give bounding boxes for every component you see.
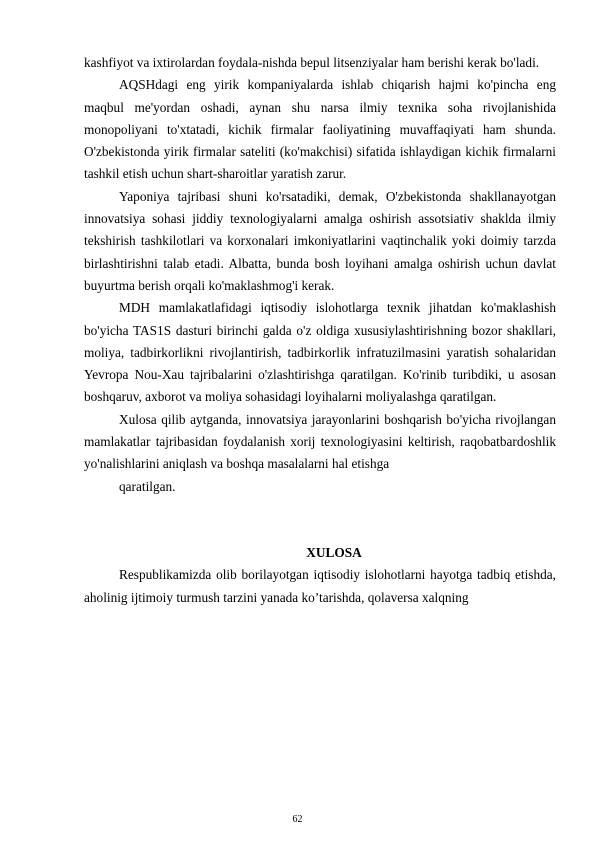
document-body — [84, 52, 556, 609]
paragraph-usa-companies: AQSHdagi eng yirik kompaniyalarda ishlab chiqarish hajmi ko'pincha eng maqbul me'yordan oshadi, aynan shu narsa ilmiy texnika soha rivojlanishida monopoliyani to'xtatadi, kichik firmalar faoliyatining muvaffaqiyati ham shunda. O'zbekistonda yirik firmalar sateliti (ko'makchisi) sifatida ishlaydigan kichik firmalarni tashkil etish uchun shart-sharoitlar yaratish zarur. — [84, 77, 556, 182]
paragraph-reforms: Respublikamizda olib borilayotgan iqtisodiy islohotlarni hayotga tadbiq etishda, aholinig ijtimoiy turmush tarzini yanada ko’tarishda, qolaversa xalqning — [84, 567, 556, 605]
page-number: 62 — [292, 814, 303, 825]
paragraph-continuation: kashfiyot va ixtirolardan foydala-nishda bepul litsenziyalar ham berishi kerak bo'ladi. — [84, 55, 540, 70]
section-spacer — [84, 498, 556, 542]
paragraph-japan-experience: Yaponiya tajribasi shuni ko'rsatadiki, demak, O'zbekistonda shakllanayotgan innovatsiya sohasi jiddiy texnologiyalarni amalga oshirish assotsiativ shaklda ilmiy tekshirish tashkilotlari va korxonalari imkoniyatlarini vaqtinchalik yoki doimiy tarzda birlashtirishni talab etadi. Albatta, bunda bosh loyihani amalga oshirish uchun davlat buyurtma berish orqali ko'maklashmog'i kerak. — [84, 188, 556, 293]
paragraph-conclusion-end: qaratilgan. — [119, 478, 176, 494]
paragraph-conclusion-summary: Xulosa qilib aytganda, innovatsiya jarayonlarini boshqarish bo'yicha rivojlangan mamlakatlar tajribasidan foydalanish xorij texnologiyasini keltirish, raqobatbardoshlik yo'nalishlarini aniqlash va boshqa masalalarni hal etishga — [84, 411, 556, 472]
section-heading: XULOSA — [306, 544, 362, 560]
paragraph-tacis-program: MDH mamlakatlafidagi iqtisodiy islohotlarga texnik jihatdan ko'maklashish bo'yicha TAS1S dasturi birinchi galda o'z oldiga xususiylashtirishning bozor shakllari, moliya, tadbirkorlikni rivojlantirish, tadbirkorlik infratuzilmasini yaratish sohalaridan Yevropa Nou-Xau tajribalarini o'zlashtirishga qaratilgan. Ko'rinib turibdiki, u asosan boshqaruv, axborot va moliya sohasidagi loyihalarni moliyalashga qaratilgan. — [84, 300, 556, 405]
